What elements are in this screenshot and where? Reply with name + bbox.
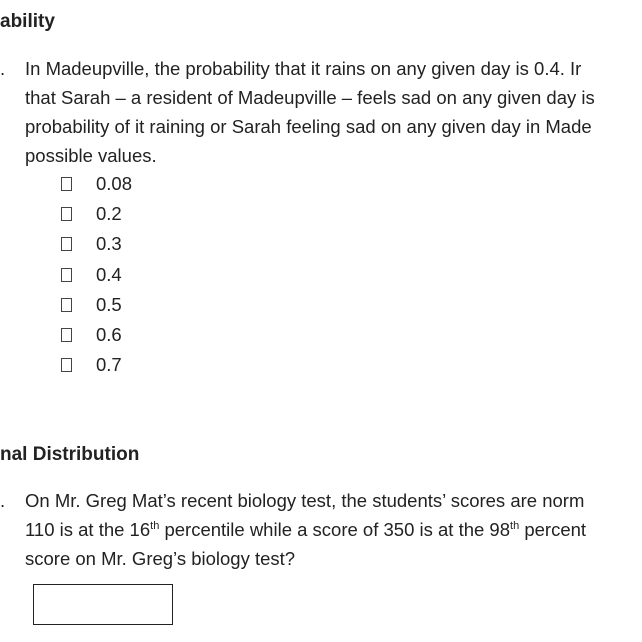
- question-text-fragment: 110 is at the 16: [25, 519, 151, 540]
- answer-option[interactable]: [61, 199, 122, 229]
- ordinal-suffix: th: [510, 519, 520, 532]
- option-checkbox[interactable]: [61, 358, 72, 372]
- option-label: 0.5: [96, 294, 122, 315]
- question-text-line: On Mr. Greg Mat’s recent biology test, the students’ scores are norm: [25, 490, 585, 511]
- option-label: 0.7: [96, 354, 122, 375]
- question-text-fragment: percent: [519, 519, 587, 540]
- option-checkbox[interactable]: [61, 177, 72, 191]
- section-heading-normal-distribution: nal Distribution: [0, 444, 140, 465]
- question-number: .: [0, 490, 6, 511]
- question-text-line: In Madeupville, the probability that it rains on any given day is 0.4. Ir: [25, 58, 582, 79]
- option-checkbox[interactable]: [61, 207, 72, 221]
- option-checkbox[interactable]: [61, 268, 72, 282]
- option-checkbox[interactable]: [61, 328, 72, 342]
- option-label: 0.08: [96, 173, 133, 194]
- option-label: 0.4: [96, 264, 122, 285]
- question-text-line: score on Mr. Greg’s biology test?: [25, 548, 296, 569]
- answer-option[interactable]: [61, 350, 122, 380]
- option-checkbox[interactable]: [61, 237, 72, 251]
- ordinal-suffix: th: [150, 519, 160, 532]
- answer-option[interactable]: [61, 169, 132, 199]
- answer-option[interactable]: [61, 290, 122, 320]
- answer-option[interactable]: [61, 229, 122, 259]
- question-text-line: probability of it raining or Sarah feeling sad on any given day in Made: [25, 116, 592, 137]
- question-text-fragment: percentile while a score of 350 is at the 98: [159, 519, 511, 540]
- answer-input-box[interactable]: [33, 584, 173, 625]
- section-heading-probability: ability: [0, 11, 55, 32]
- question-text-line: possible values.: [25, 145, 157, 166]
- option-label: 0.3: [96, 233, 122, 254]
- option-checkbox[interactable]: [61, 298, 72, 312]
- option-label: 0.6: [96, 324, 122, 345]
- question-number: .: [0, 58, 6, 79]
- question-text-line: that Sarah – a resident of Madeupville – feels sad on any given day is: [25, 87, 595, 108]
- question-text-line: [25, 519, 586, 541]
- answer-option[interactable]: [61, 260, 122, 290]
- option-label: 0.2: [96, 203, 122, 224]
- answer-option[interactable]: [61, 320, 122, 350]
